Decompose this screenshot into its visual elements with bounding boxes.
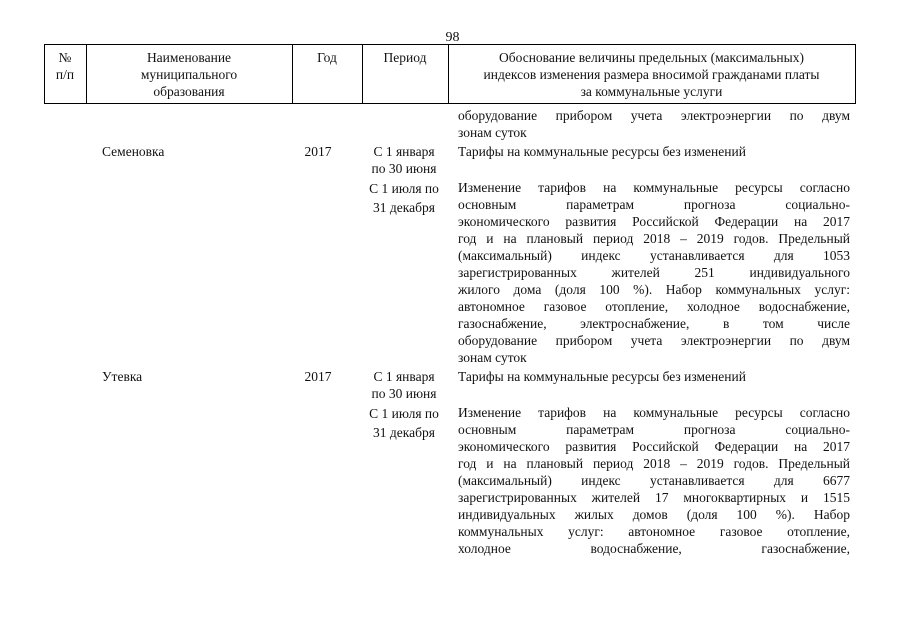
period-cell: С 1 июля по 31 декабря xyxy=(369,181,439,215)
justification-line: зонам суток xyxy=(458,350,527,365)
header-justification: Обоснование величины предельных (максимальных) индексов изменения размера вносимой гражданами платы за коммунальные услуги xyxy=(483,50,820,99)
justification-line: индивидуальных жилых домов (доля 100 %). Набор xyxy=(458,507,850,522)
justification-line: коммунальных услуг: автономное газовое отопление, xyxy=(458,524,850,539)
justification-line: экономического развития Российской Федерации на 2017 xyxy=(458,214,850,229)
year-cell: 2017 xyxy=(304,369,332,384)
justification-line: газоснабжение, электроснабжение, в том числе xyxy=(458,316,850,331)
municipality-name: Семеновка xyxy=(102,144,165,159)
header-period: Период xyxy=(383,50,427,65)
header-number: № п/п xyxy=(55,50,75,82)
header-year: Год xyxy=(317,50,337,65)
justification-line: автономное газовое отопление, холодное водоснабжение, xyxy=(458,299,850,314)
year-cell: 2017 xyxy=(304,144,332,159)
justification-line: (максимальный) индекс устанавливается для 6677 xyxy=(458,473,850,488)
header-municipality: Наименование муниципального образования xyxy=(140,50,238,99)
page-number: 98 xyxy=(445,30,460,45)
table-header xyxy=(44,44,856,104)
justification-line: зарегистрированных жителей 17 многоквартирных и 1515 xyxy=(458,490,850,505)
period-cell: С 1 июля по 31 декабря xyxy=(369,406,439,440)
justification-line: основным параметрам прогноза социально- xyxy=(458,197,850,212)
justification-text: Тарифы на коммунальные ресурсы без изменений xyxy=(458,144,746,159)
justification-line: (максимальный) индекс устанавливается для 1053 xyxy=(458,248,850,263)
justification-text: Тарифы на коммунальные ресурсы без изменений xyxy=(458,369,746,384)
justification-line: экономического развития Российской Федерации на 2017 xyxy=(458,439,850,454)
justification-line: зарегистрированных жителей 251 индивидуального xyxy=(458,265,850,280)
justification-line: год и на плановый период 2018 – 2019 годов. Предельный xyxy=(458,456,850,471)
justification-line: оборудование прибором учета электроэнергии по двум xyxy=(458,333,850,348)
justification-line: год и на плановый период 2018 – 2019 годов. Предельный xyxy=(458,231,850,246)
justification-line: основным параметрам прогноза социально- xyxy=(458,422,850,437)
period-cell: С 1 января по 30 июня xyxy=(371,369,437,401)
justification-line: Изменение тарифов на коммунальные ресурсы согласно xyxy=(458,405,850,420)
period-cell: С 1 января по 30 июня xyxy=(371,144,437,176)
justification-line: Изменение тарифов на коммунальные ресурсы согласно xyxy=(458,180,850,195)
continuation-line: зонам суток xyxy=(458,125,527,140)
municipality-name: Утевка xyxy=(102,369,143,384)
header-border xyxy=(855,45,856,103)
continuation-line: оборудование прибором учета электроэнергии по двум xyxy=(458,108,850,123)
justification-line: жилого дома (доля 100 %). Набор коммунальных услуг: xyxy=(458,282,850,297)
justification-line: холодное водоснабжение, газоснабжение, xyxy=(458,541,850,556)
